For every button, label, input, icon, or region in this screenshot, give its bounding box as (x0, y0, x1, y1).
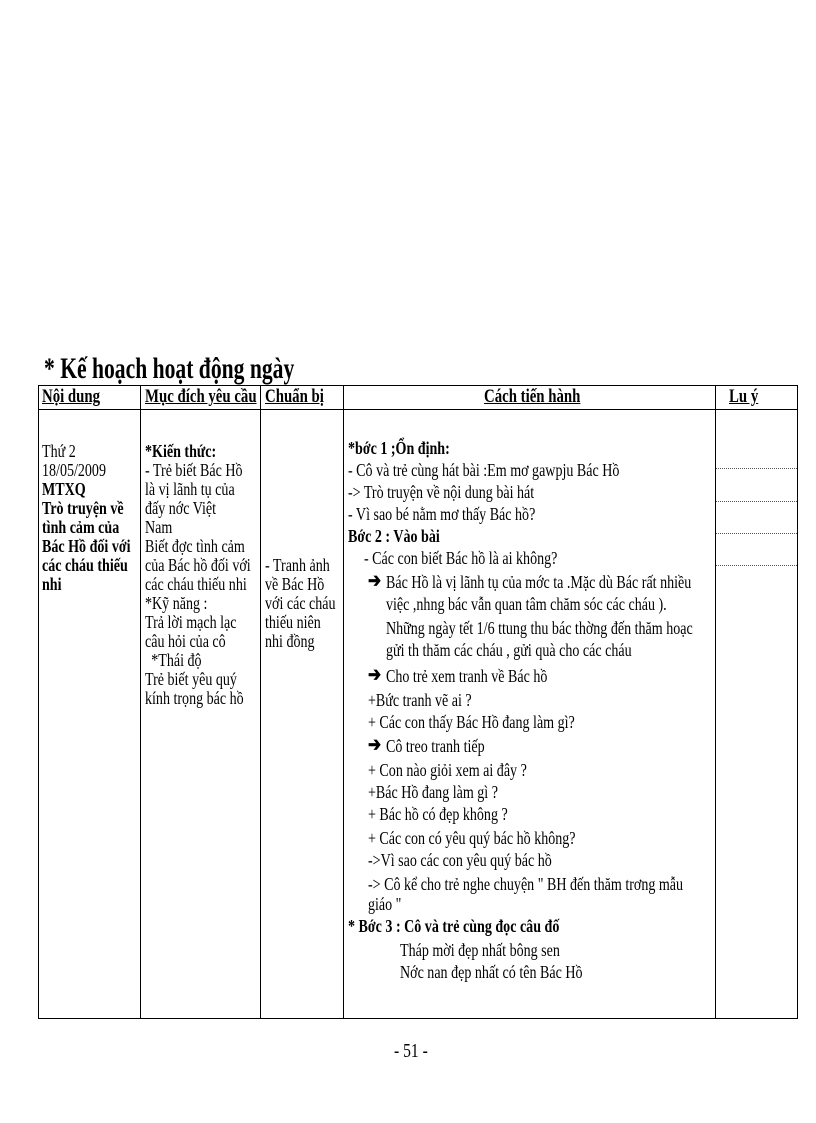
mucdich-line: câu hỏi của cô (145, 631, 226, 651)
header-cachtienhanh: Cách tiến hành (484, 386, 581, 407)
header-bottom-border (38, 409, 798, 410)
noidung-line: 18/05/2009 (42, 460, 106, 480)
note-line (716, 533, 797, 534)
note-line (716, 501, 797, 502)
note-line (716, 468, 797, 469)
mucdich-line: đấy nớc Việt (145, 498, 217, 518)
chuanbi-line: về Bác Hồ (265, 574, 325, 594)
header-luuy: Lu ý (729, 386, 759, 407)
riddle-line: Tháp mời đẹp nhất bông sen (400, 940, 560, 960)
col-border-4 (715, 385, 716, 1019)
mucdich-line: Trẻ biết yêu quý (145, 669, 237, 689)
note-line (716, 565, 797, 566)
arrow-icon: ➔ (368, 664, 382, 686)
activity-line: việc ,nhng bác vẫn quan tâm chăm sóc các cháu ). (386, 594, 667, 614)
riddle-line: Nớc nan đẹp nhất có tên Bác Hồ (400, 962, 583, 982)
mucdich-line: *Kỹ năng : (145, 593, 208, 613)
activity-line: Những ngày tết 1/6 ttung thu bác thờng đến thăm hoạc (386, 618, 693, 638)
mucdich-cell (145, 442, 280, 708)
noidung-line: các cháu thiếu (42, 555, 128, 575)
activity-line: - Cô và trẻ cùng hát bài :Em mơ gawpju Bác Hồ (348, 460, 620, 480)
activity-line: - Các con biết Bác hồ là ai không? (364, 548, 558, 568)
mucdich-line: là vị lãnh tụ của (145, 479, 235, 499)
activity-line: - Vì sao bé nằm mơ thấy Bác hồ? (348, 504, 536, 524)
noidung-line: Thứ 2 (42, 441, 76, 461)
mucdich-line: của Bác hồ đối với (145, 555, 251, 575)
activity-line: giáo " (368, 894, 402, 914)
activity-line: +Bác Hồ đang làm gì ? (368, 782, 498, 802)
activity-line: Bác Hồ là vị lãnh tụ của mớc ta .Mặc dù Bác rất nhiều (386, 572, 692, 592)
header-mucdich: Mục đích yêu cầu (145, 386, 257, 407)
arrow-icon: ➔ (368, 734, 382, 756)
chuanbi-cell (265, 556, 355, 651)
mucdich-line: Nam (145, 517, 173, 537)
header-noidung: Nội dung (42, 386, 101, 407)
step-3-heading: * Bớc 3 : Cô và trẻ cùng đọc câu đố (348, 916, 560, 936)
step-2-heading: Bớc 2 : Vào bài (348, 526, 440, 546)
arrow-icon: ➔ (368, 570, 382, 592)
noidung-line: Bác Hồ đối với (42, 536, 131, 556)
activity-line: -> Cô kể cho trẻ nghe chuyện " BH đến thăm trơng mẫu (368, 874, 684, 894)
page-number: - 51 - (394, 1040, 428, 1062)
activity-line: Cho trẻ xem tranh về Bác hồ (386, 666, 548, 686)
page-title: * Kế hoạch hoạt động ngày (44, 352, 295, 385)
chuanbi-line: với các cháu (265, 593, 336, 613)
activity-line: gửi th thăm các cháu , gửi quà cho các cháu (386, 640, 632, 660)
activity-line: + Các con thấy Bác Hồ đang làm gì? (368, 712, 575, 732)
col-border-3 (343, 385, 344, 1019)
step-1-heading: *bớc 1 ;Ổn định: (348, 438, 450, 458)
col-border-right (797, 385, 798, 1019)
mucdich-line: - Trẻ biết Bác Hồ (145, 460, 243, 480)
mucdich-line: các cháu thiếu nhi (145, 574, 247, 594)
noidung-line: tình cảm của (42, 517, 120, 537)
activity-line: -> Trò truyện về nội dung bài hát (348, 482, 535, 502)
table-bottom-border (38, 1018, 798, 1019)
noidung-line: MTXQ (42, 479, 86, 499)
chuanbi-line: thiếu niên (265, 612, 321, 632)
activity-line: +Bức tranh vẽ ai ? (368, 690, 472, 710)
chuanbi-line: nhi đồng (265, 631, 315, 651)
activity-line: Cô treo tranh tiếp (386, 736, 485, 756)
mucdich-line: Trả lời mạch lạc (145, 612, 237, 632)
activity-line: ->Vì sao các con yêu quý bác hồ (368, 850, 552, 870)
noidung-line: nhi (42, 574, 62, 594)
mucdich-line: *Kiến thức: (145, 441, 217, 461)
activity-line: + Bác hồ có đẹp không ? (368, 804, 508, 824)
header-chuanbi: Chuẩn bị (265, 386, 324, 407)
mucdich-line: Biết đợc tình cảm (145, 536, 245, 556)
noidung-cell (42, 442, 155, 594)
mucdich-line: kính trọng bác hồ (145, 688, 244, 708)
chuanbi-line: - Tranh ảnh (265, 555, 330, 575)
activity-line: + Các con có yêu quý bác hồ không? (368, 828, 576, 848)
mucdich-line: *Thái độ (151, 650, 202, 670)
activity-line: + Con nào giỏi xem ai đây ? (368, 760, 527, 780)
noidung-line: Trò truyện về (42, 498, 124, 518)
col-border-left (38, 385, 39, 1019)
